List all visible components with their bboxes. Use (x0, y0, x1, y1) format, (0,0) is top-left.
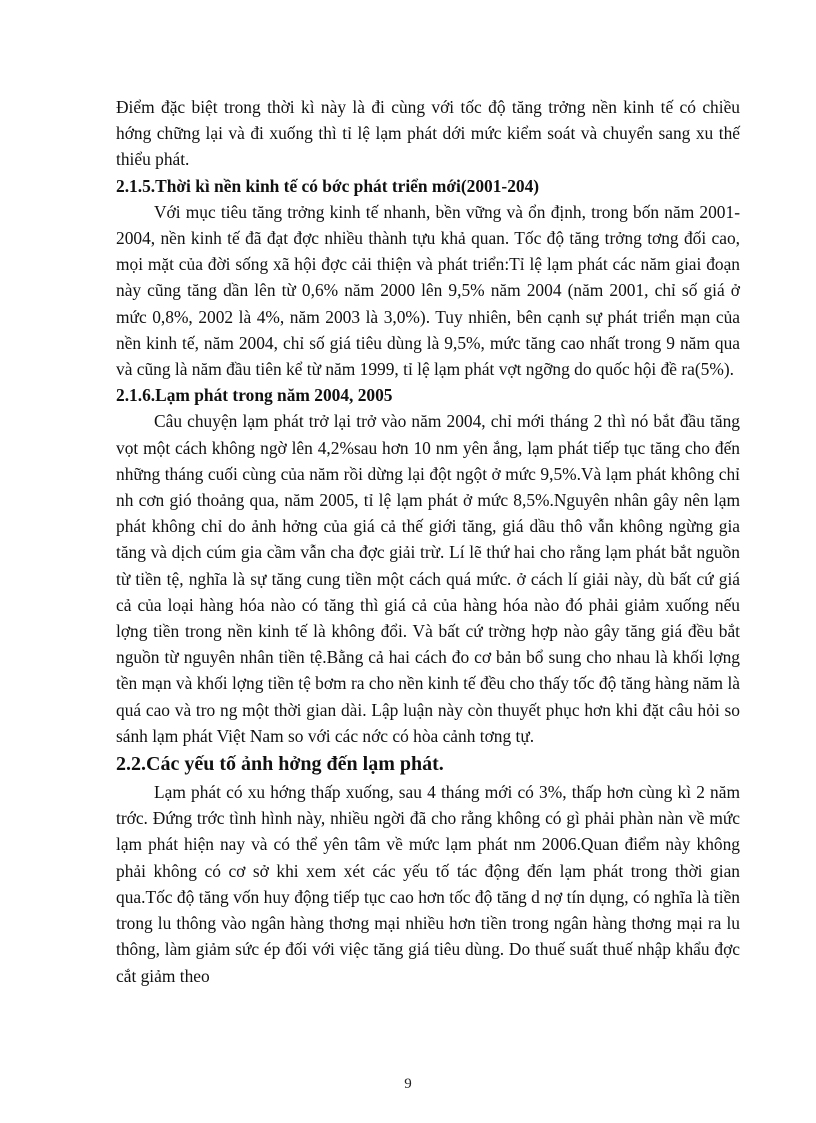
paragraph-2-2: Lạm phát có xu hớng thấp xuống, sau 4 tháng mới có 3%, thấp hơn cùng kì 2 năm trớc. Đứng trớc tình hình này, nhiều ngời đã cho rằng không có gì phải phàn nàn về mức lạm phát hiện nay và có thể yên tâm về mức lạm phát nm 2006.Quan điểm này không phải không có cơ sở khi xem xét các yếu tố tác động đến lạm phát trong thời gian qua.Tốc độ tăng vốn huy động tiếp tục cao hơn tốc độ tăng d nợ tín dụng, có nghĩa là tiền trong lu thông vào ngân hàng thơng mại nhiều hơn tiền trong ngân hàng thơng mại ra lu thông, làm giảm sức ép đối với việc tăng giá tiêu dùng. Do thuế suất thuế nhập khẩu đợc cắt giảm theo (116, 782, 740, 986)
page-number: 9 (404, 1076, 412, 1092)
section-heading-2-1-5: 2.1.5.Thời kì nền kinh tế có bớc phát triển mới(2001-204) (116, 175, 540, 196)
section-heading-2-1-6: 2.1.6.Lạm phát trong năm 2004, 2005 (116, 385, 393, 406)
paragraph-intro: Điểm đặc biệt trong thời kì này là đi cùng với tốc độ tăng trởng nền kinh tế có chiều hớng chững lại và đi xuống thì tỉ lệ lạm phát dới mức kiểm soát và chuyển sang xu thế thiểu phát. (116, 97, 740, 170)
document-page (116, 94, 740, 989)
section-heading-2-2: 2.2.Các yếu tố ảnh hởng đến lạm phát. (116, 753, 444, 776)
paragraph-2-1-5: Với mục tiêu tăng trởng kinh tế nhanh, bền vững và ổn định, trong bốn năm 2001-2004, nền kinh tế đã đạt đợc nhiều thành tựu khả quan. Tốc độ tăng trởng tơng đối cao, mọi mặt của đời sống xã hội đợc cải thiện và phát triển:Tỉ lệ lạm phát các năm giai đoạn này cũng tăng dần lên từ 0,6% năm 2000 lên 9,5% năm 2004 (năm 2001, chỉ số giá ở mức 0,8%, 2002 là 4%, năm 2003 là 3,0%). Tuy nhiên, bên cạnh sự phát triển mạn của nền kinh tế, năm 2004, chỉ số giá tiêu dùng là 9,5%, mức tăng cao nhất trong 9 năm qua và cũng là năm đầu tiên kể từ năm 1999, tỉ lệ lạm phát vợt ngỡng do quốc hội đề ra(5%). (116, 201, 740, 380)
paragraph-2-1-6: Câu chuyện lạm phát trở lại trở vào năm 2004, chỉ mới tháng 2 thì nó bắt đầu tăng vọt một cách không ngờ lên 4,2%sau hơn 10 nm yên ắng, lạm phát tiếp tục tăng cho đến những tháng cuối cùng của năm rồi dừng lại đột ngột ở mức 9,5%.Và lạm phát không chỉ nh cơn gió thoảng qua, năm 2005, tỉ lệ lạm phát ở mức 8,5%.Nguyên nhân gây nên lạm phát không chỉ do ảnh hởng của giá cả thế giới tăng, giá dầu thô vẫn không ngừng gia tăng và dịch cúm gia cầm vẫn cha đợc giải trừ. Lí lẽ thứ hai cho rằng lạm phát bắt nguồn từ tiền tệ, nghĩa là sự tăng cung tiền một cách quá mức. ở cách lí giải này, dù bất cứ giá cả của loại hàng hóa nào có tăng thì giá cả của hàng hóa nào đó phải giảm xuống nếu lợng tiền trong nền kinh tế là không đổi. Và bất cứ trờng hợp nào gây tăng giá đều bắt nguồn từ nguyên nhân tiền tệ.Bằng cả hai cách đo cơ bản bổ sung cho nhau là khối lợng tền mạn và khối lợng tiền tệ bơm ra cho nền kinh tế đều cho thấy tốc độ tăng hàng năm là quá cao và tro ng một thời gian dài. Lập luận này còn thuyết phục hơn khi đặt câu hỏi so sánh lạm phát Việt Nam so với các nớc có hòa cảnh tơng tự. (116, 411, 740, 746)
